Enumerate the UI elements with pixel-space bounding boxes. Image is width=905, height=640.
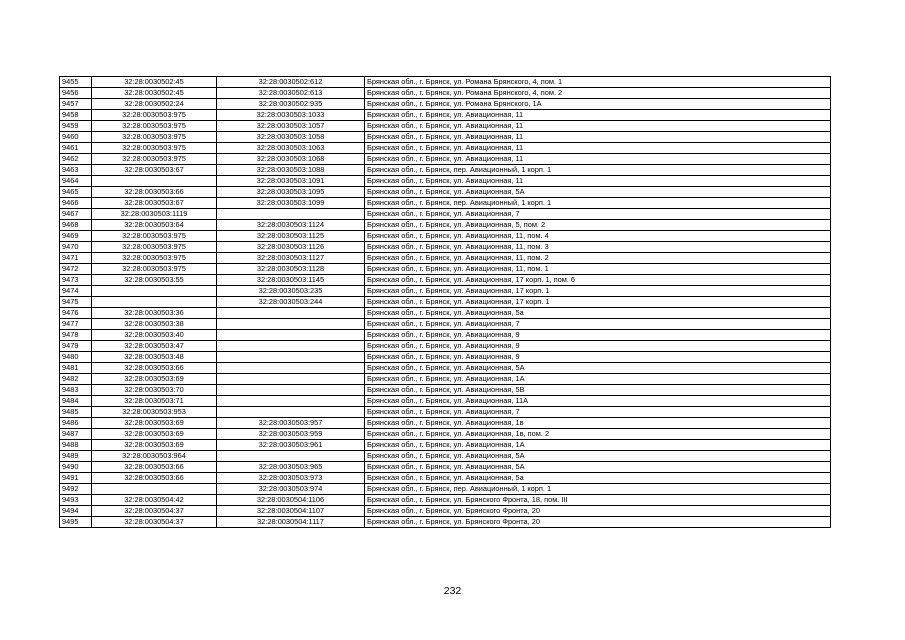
table-row <box>60 407 831 418</box>
parcel-cadastral-cell: 32:28:0030502:45 <box>92 88 217 99</box>
table-row <box>60 143 831 154</box>
parcel-cadastral-cell: 32:28:0030503:66 <box>92 462 217 473</box>
parcel-cadastral-cell: 32:28:0030502:45 <box>92 77 217 88</box>
row-number-cell: 9483 <box>60 385 92 396</box>
table-row <box>60 484 831 495</box>
table-row <box>60 495 831 506</box>
address-cell: Брянская обл., г. Брянск, ул. Авиационная, 5а <box>365 308 831 319</box>
parcel-cadastral-cell: 32:28:0030503:953 <box>92 407 217 418</box>
address-cell: Брянская обл., г. Брянск, ул. Брянского Фронта, 18, пом. III <box>365 495 831 506</box>
address-cell: Брянская обл., г. Брянск, ул. Авиационная, 11, пом. 4 <box>365 231 831 242</box>
table-row <box>60 231 831 242</box>
row-number-cell: 9467 <box>60 209 92 220</box>
table-row <box>60 132 831 143</box>
address-cell: Брянская обл., г. Брянск, ул. Авиационная, 7 <box>365 407 831 418</box>
object-cadastral-cell: 32:28:0030502:613 <box>217 88 365 99</box>
row-number-cell: 9480 <box>60 352 92 363</box>
object-cadastral-cell <box>217 385 365 396</box>
row-number-cell: 9464 <box>60 176 92 187</box>
parcel-cadastral-cell: 32:28:0030503:975 <box>92 264 217 275</box>
address-cell: Брянская обл., г. Брянск, ул. Романа Брянского, 4, пом. 2 <box>365 88 831 99</box>
object-cadastral-cell <box>217 341 365 352</box>
row-number-cell: 9472 <box>60 264 92 275</box>
row-number-cell: 9469 <box>60 231 92 242</box>
row-number-cell: 9481 <box>60 363 92 374</box>
object-cadastral-cell: 32:28:0030503:1145 <box>217 275 365 286</box>
object-cadastral-cell <box>217 209 365 220</box>
table-row <box>60 517 831 528</box>
address-cell: Брянская обл., г. Брянск, ул. Авиационная, 11 <box>365 110 831 121</box>
object-cadastral-cell <box>217 308 365 319</box>
parcel-cadastral-cell: 32:28:0030503:71 <box>92 396 217 407</box>
table-row <box>60 506 831 517</box>
address-cell: Брянская обл., г. Брянск, ул. Авиационная, 11А <box>365 396 831 407</box>
object-cadastral-cell: 32:28:0030503:1088 <box>217 165 365 176</box>
row-number-cell: 9477 <box>60 319 92 330</box>
row-number-cell: 9460 <box>60 132 92 143</box>
object-cadastral-cell: 32:28:0030503:235 <box>217 286 365 297</box>
object-cadastral-cell <box>217 374 365 385</box>
table-row <box>60 396 831 407</box>
address-cell: Брянская обл., г. Брянск, ул. Авиационная, 5А <box>365 462 831 473</box>
object-cadastral-cell <box>217 407 365 418</box>
table-row <box>60 176 831 187</box>
address-cell: Брянская обл., г. Брянск, ул. Авиационная, 11, пом. 3 <box>365 242 831 253</box>
parcel-cadastral-cell <box>92 297 217 308</box>
registry-table-body <box>60 77 831 528</box>
object-cadastral-cell: 32:28:0030504:1117 <box>217 517 365 528</box>
row-number-cell: 9461 <box>60 143 92 154</box>
parcel-cadastral-cell <box>92 286 217 297</box>
parcel-cadastral-cell: 32:28:0030503:67 <box>92 198 217 209</box>
object-cadastral-cell <box>217 352 365 363</box>
table-row <box>60 209 831 220</box>
object-cadastral-cell: 32:28:0030503:1127 <box>217 253 365 264</box>
table-row <box>60 286 831 297</box>
parcel-cadastral-cell: 32:28:0030503:40 <box>92 330 217 341</box>
address-cell: Брянская обл., г. Брянск, ул. Авиационная, 11 <box>365 154 831 165</box>
parcel-cadastral-cell: 32:28:0030504:42 <box>92 495 217 506</box>
page-number: 232 <box>443 585 462 597</box>
address-cell: Брянская обл., г. Брянск, ул. Авиационная, 17 корп. 1, пом. 6 <box>365 275 831 286</box>
table-row <box>60 352 831 363</box>
table-row <box>60 418 831 429</box>
row-number-cell: 9478 <box>60 330 92 341</box>
parcel-cadastral-cell: 32:28:0030503:66 <box>92 363 217 374</box>
row-number-cell: 9456 <box>60 88 92 99</box>
address-cell: Брянская обл., г. Брянск, ул. Авиационная, 1в, пом. 2 <box>365 429 831 440</box>
row-number-cell: 9492 <box>60 484 92 495</box>
address-cell: Брянская обл., г. Брянск, ул. Авиационная, 17 корп. 1 <box>365 297 831 308</box>
table-row <box>60 451 831 462</box>
object-cadastral-cell: 32:28:0030503:1033 <box>217 110 365 121</box>
address-cell: Брянская обл., г. Брянск, пер. Авиационный, 1 корп. 1 <box>365 484 831 495</box>
object-cadastral-cell: 32:28:0030503:957 <box>217 418 365 429</box>
table-row <box>60 220 831 231</box>
address-cell: Брянская обл., г. Брянск, ул. Авиационная, 9 <box>365 341 831 352</box>
object-cadastral-cell: 32:28:0030503:1128 <box>217 264 365 275</box>
row-number-cell: 9486 <box>60 418 92 429</box>
parcel-cadastral-cell: 32:28:0030503:975 <box>92 253 217 264</box>
address-cell: Брянская обл., г. Брянск, ул. Авиационная, 1в <box>365 418 831 429</box>
row-number-cell: 9490 <box>60 462 92 473</box>
table-row <box>60 154 831 165</box>
row-number-cell: 9488 <box>60 440 92 451</box>
parcel-cadastral-cell: 32:28:0030503:38 <box>92 319 217 330</box>
address-cell: Брянская обл., г. Брянск, пер. Авиационный, 1 корп. 1 <box>365 165 831 176</box>
row-number-cell: 9487 <box>60 429 92 440</box>
table-row <box>60 88 831 99</box>
parcel-cadastral-cell: 32:28:0030503:67 <box>92 165 217 176</box>
address-cell: Брянская обл., г. Брянск, ул. Авиационная, 17 корп. 1 <box>365 286 831 297</box>
parcel-cadastral-cell: 32:28:0030503:66 <box>92 473 217 484</box>
table-row <box>60 297 831 308</box>
row-number-cell: 9462 <box>60 154 92 165</box>
address-cell: Брянская обл., г. Брянск, ул. Авиационная, 11, пом. 2 <box>365 253 831 264</box>
row-number-cell: 9455 <box>60 77 92 88</box>
object-cadastral-cell <box>217 363 365 374</box>
row-number-cell: 9494 <box>60 506 92 517</box>
parcel-cadastral-cell: 32:28:0030503:975 <box>92 154 217 165</box>
address-cell: Брянская обл., г. Брянск, ул. Авиационная, 1А <box>365 374 831 385</box>
row-number-cell: 9459 <box>60 121 92 132</box>
parcel-cadastral-cell: 32:28:0030503:48 <box>92 352 217 363</box>
parcel-cadastral-cell: 32:28:0030503:69 <box>92 440 217 451</box>
parcel-cadastral-cell <box>92 484 217 495</box>
parcel-cadastral-cell: 32:28:0030503:975 <box>92 143 217 154</box>
object-cadastral-cell <box>217 319 365 330</box>
table-row <box>60 341 831 352</box>
object-cadastral-cell: 32:28:0030503:1091 <box>217 176 365 187</box>
row-number-cell: 9463 <box>60 165 92 176</box>
object-cadastral-cell: 32:28:0030503:973 <box>217 473 365 484</box>
parcel-cadastral-cell: 32:28:0030503:975 <box>92 242 217 253</box>
parcel-cadastral-cell: 32:28:0030503:55 <box>92 275 217 286</box>
parcel-cadastral-cell: 32:28:0030503:1119 <box>92 209 217 220</box>
table-row <box>60 308 831 319</box>
parcel-cadastral-cell: 32:28:0030502:24 <box>92 99 217 110</box>
address-cell: Брянская обл., г. Брянск, ул. Авиационная, 11, пом. 1 <box>365 264 831 275</box>
address-cell: Брянская обл., г. Брянск, ул. Авиационная, 11 <box>365 121 831 132</box>
table-row <box>60 77 831 88</box>
parcel-cadastral-cell: 32:28:0030503:47 <box>92 341 217 352</box>
row-number-cell: 9471 <box>60 253 92 264</box>
table-row <box>60 385 831 396</box>
table-row <box>60 253 831 264</box>
address-cell: Брянская обл., г. Брянск, ул. Авиационная, 7 <box>365 209 831 220</box>
table-row <box>60 363 831 374</box>
row-number-cell: 9458 <box>60 110 92 121</box>
table-row <box>60 165 831 176</box>
address-cell: Брянская обл., г. Брянск, ул. Авиационная, 7 <box>365 319 831 330</box>
parcel-cadastral-cell: 32:28:0030503:36 <box>92 308 217 319</box>
address-cell: Брянская обл., г. Брянск, ул. Авиационная, 5В <box>365 385 831 396</box>
table-row <box>60 429 831 440</box>
row-number-cell: 9476 <box>60 308 92 319</box>
parcel-cadastral-cell: 32:28:0030503:975 <box>92 110 217 121</box>
parcel-cadastral-cell: 32:28:0030503:69 <box>92 374 217 385</box>
address-cell: Брянская обл., г. Брянск, ул. Авиационная, 5А <box>365 363 831 374</box>
object-cadastral-cell: 32:28:0030503:961 <box>217 440 365 451</box>
address-cell: Брянская обл., г. Брянск, ул. Авиационная, 11 <box>365 176 831 187</box>
address-cell: Брянская обл., г. Брянск, ул. Авиационная, 5а <box>365 473 831 484</box>
object-cadastral-cell: 32:28:0030503:244 <box>217 297 365 308</box>
object-cadastral-cell: 32:28:0030503:1125 <box>217 231 365 242</box>
parcel-cadastral-cell: 32:28:0030503:964 <box>92 451 217 462</box>
address-cell: Брянская обл., г. Брянск, ул. Авиационная, 5А <box>365 187 831 198</box>
object-cadastral-cell: 32:28:0030503:1099 <box>217 198 365 209</box>
object-cadastral-cell: 32:28:0030503:1126 <box>217 242 365 253</box>
table-row <box>60 330 831 341</box>
table-row <box>60 198 831 209</box>
address-cell: Брянская обл., г. Брянск, ул. Авиационная, 1А <box>365 440 831 451</box>
address-cell: Брянская обл., г. Брянск, ул. Авиационная, 5А <box>365 451 831 462</box>
row-number-cell: 9470 <box>60 242 92 253</box>
address-cell: Брянская обл., г. Брянск, ул. Авиационная, 11 <box>365 132 831 143</box>
address-cell: Брянская обл., г. Брянск, ул. Брянского Фронта, 20 <box>365 517 831 528</box>
table-row <box>60 110 831 121</box>
address-cell: Брянская обл., г. Брянск, пер. Авиационный, 1 корп. 1 <box>365 198 831 209</box>
parcel-cadastral-cell: 32:28:0030503:69 <box>92 418 217 429</box>
table-row <box>60 462 831 473</box>
object-cadastral-cell: 32:28:0030503:1095 <box>217 187 365 198</box>
table-row <box>60 264 831 275</box>
object-cadastral-cell <box>217 396 365 407</box>
row-number-cell: 9489 <box>60 451 92 462</box>
parcel-cadastral-cell: 32:28:0030503:69 <box>92 429 217 440</box>
object-cadastral-cell: 32:28:0030503:1068 <box>217 154 365 165</box>
row-number-cell: 9465 <box>60 187 92 198</box>
object-cadastral-cell: 32:28:0030502:612 <box>217 77 365 88</box>
row-number-cell: 9468 <box>60 220 92 231</box>
object-cadastral-cell <box>217 451 365 462</box>
object-cadastral-cell: 32:28:0030503:974 <box>217 484 365 495</box>
row-number-cell: 9474 <box>60 286 92 297</box>
table-row <box>60 319 831 330</box>
table-row <box>60 440 831 451</box>
object-cadastral-cell <box>217 330 365 341</box>
parcel-cadastral-cell: 32:28:0030503:64 <box>92 220 217 231</box>
parcel-cadastral-cell: 32:28:0030503:975 <box>92 231 217 242</box>
table-row <box>60 121 831 132</box>
address-cell: Брянская обл., г. Брянск, ул. Романа Брянского, 4, пом. 1 <box>365 77 831 88</box>
table-row <box>60 473 831 484</box>
parcel-cadastral-cell: 32:28:0030503:70 <box>92 385 217 396</box>
parcel-cadastral-cell: 32:28:0030504:37 <box>92 506 217 517</box>
table-row <box>60 275 831 286</box>
object-cadastral-cell: 32:28:0030503:1124 <box>217 220 365 231</box>
row-number-cell: 9482 <box>60 374 92 385</box>
object-cadastral-cell: 32:28:0030503:1058 <box>217 132 365 143</box>
address-cell: Брянская обл., г. Брянск, ул. Брянского Фронта, 20 <box>365 506 831 517</box>
row-number-cell: 9473 <box>60 275 92 286</box>
property-registry-table <box>59 76 831 528</box>
row-number-cell: 9484 <box>60 396 92 407</box>
object-cadastral-cell: 32:28:0030503:965 <box>217 462 365 473</box>
object-cadastral-cell: 32:28:0030504:1106 <box>217 495 365 506</box>
row-number-cell: 9466 <box>60 198 92 209</box>
row-number-cell: 9495 <box>60 517 92 528</box>
table-row <box>60 374 831 385</box>
row-number-cell: 9457 <box>60 99 92 110</box>
parcel-cadastral-cell <box>92 176 217 187</box>
object-cadastral-cell: 32:28:0030503:959 <box>217 429 365 440</box>
parcel-cadastral-cell: 32:28:0030503:66 <box>92 187 217 198</box>
parcel-cadastral-cell: 32:28:0030503:975 <box>92 132 217 143</box>
row-number-cell: 9475 <box>60 297 92 308</box>
row-number-cell: 9479 <box>60 341 92 352</box>
address-cell: Брянская обл., г. Брянск, ул. Авиационная, 11 <box>365 143 831 154</box>
row-number-cell: 9485 <box>60 407 92 418</box>
parcel-cadastral-cell: 32:28:0030503:975 <box>92 121 217 132</box>
table-row <box>60 99 831 110</box>
address-cell: Брянская обл., г. Брянск, ул. Авиационная, 9 <box>365 352 831 363</box>
object-cadastral-cell: 32:28:0030504:1107 <box>217 506 365 517</box>
object-cadastral-cell: 32:28:0030503:1057 <box>217 121 365 132</box>
row-number-cell: 9493 <box>60 495 92 506</box>
object-cadastral-cell: 32:28:0030503:1063 <box>217 143 365 154</box>
address-cell: Брянская обл., г. Брянск, ул. Авиационная, 9 <box>365 330 831 341</box>
table-row <box>60 187 831 198</box>
address-cell: Брянская обл., г. Брянск, ул. Авиационная, 5, пом. 2 <box>365 220 831 231</box>
object-cadastral-cell: 32:28:0030502:935 <box>217 99 365 110</box>
row-number-cell: 9491 <box>60 473 92 484</box>
parcel-cadastral-cell: 32:28:0030504:37 <box>92 517 217 528</box>
address-cell: Брянская обл., г. Брянск, ул. Романа Брянского, 1А <box>365 99 831 110</box>
table-row <box>60 242 831 253</box>
